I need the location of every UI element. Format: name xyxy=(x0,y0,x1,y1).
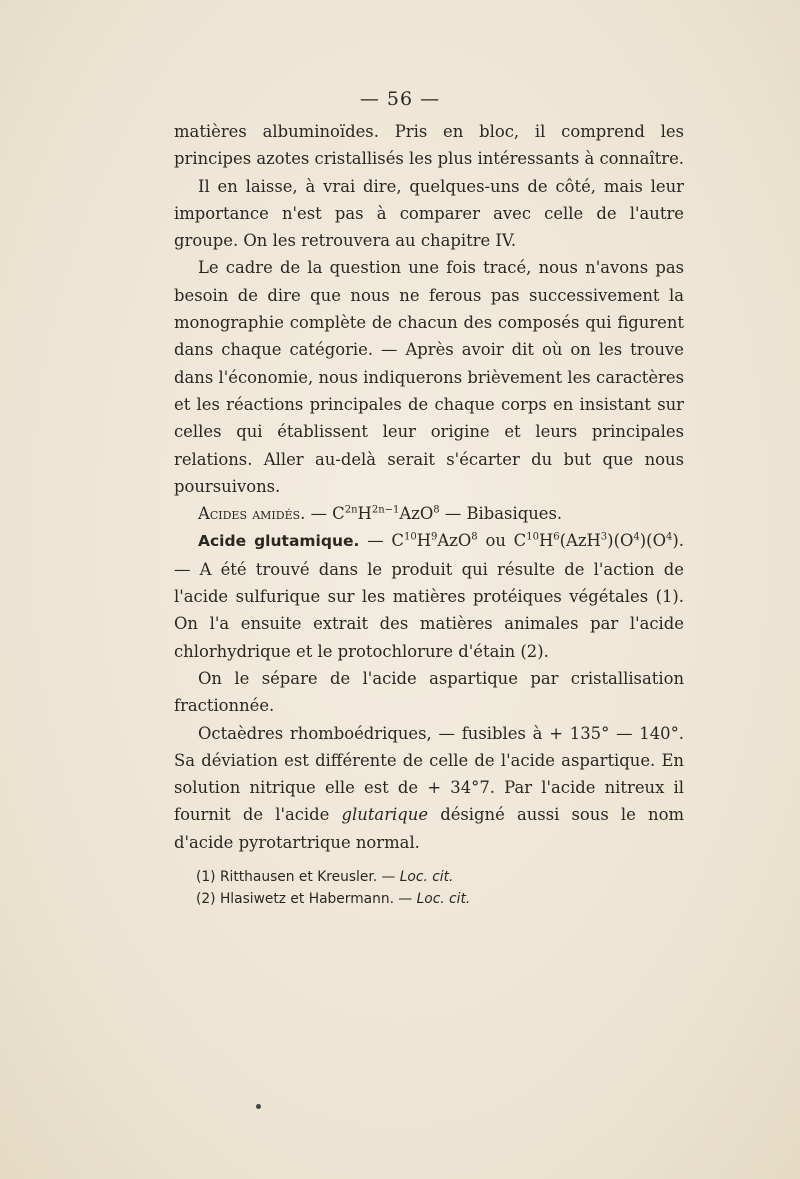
heading-label: Acides amidés. xyxy=(198,504,306,524)
acid-text: — A été trouvé dans le produit qui résulte de l'action de l'acide sulfurique sur les matières protéiques végétales (1). On l'a ensuite extrait des matières animales par l'acide chlorhydrique et le protochlorure d'étain (2). xyxy=(174,559,684,661)
paragraph: On le sépare de l'acide aspartique par cristallisation fractionnée. xyxy=(174,668,684,716)
paragraph: Le cadre de la question une fois tracé, nous n'avons pas besoin de dire que nous ne ferous pas successivement la monographie complète de chacun des composés qui figurent dans chaque catégorie. — Après avoir dit où on les trouve dans l'économie, nous indiquerons brièvement les caractères et les réactions principales de chaque corps en insistant sur celles qui établissent leur origine et leurs principales relations. Aller au-delà serait s'écarter du but que nous poursuivons. xyxy=(174,258,684,496)
ink-dot xyxy=(256,1104,261,1109)
paragraph: matières albuminoïdes. Pris en bloc, il comprend les principes azotes cristallisés les plus intéressants à connaître. xyxy=(174,122,684,169)
italic-term: glutarique xyxy=(341,805,429,825)
page-number: — 56 — xyxy=(359,88,441,110)
paragraph xyxy=(174,720,684,856)
paragraph: Il en laisse, à vrai dire, quelques-uns de côté, mais leur importance n'est pas à comparer avec celle de l'autre groupe. On les retrouvera au chapitre IV. xyxy=(174,176,684,251)
heading-rest: — Bibasiques. xyxy=(444,504,563,524)
text-span: désigné aussi sous le nom d'acide pyrotartrique normal. xyxy=(174,805,684,852)
acid-formula: — $C^{10}H^9AzO^8$ ou $C^{10}H^6(AzH^3)(O^4)(O^4)$. xyxy=(367,531,684,551)
heading-formula: — $C^{2n}H^{2n-1}AzO^8$ xyxy=(310,504,440,524)
body-text xyxy=(174,118,684,856)
footnote: (1) Ritthausen et Kreusler. — Loc. cit. xyxy=(196,869,454,885)
section-heading xyxy=(174,500,684,527)
footnote: (2) Hlasiwetz et Habermann. — Loc. cit. xyxy=(196,891,471,907)
acid-paragraph xyxy=(174,527,684,664)
acid-name: Acide glutamique. xyxy=(198,532,360,551)
footnotes xyxy=(196,866,656,910)
text-span: Octaèdres rhomboédriques, — fusibles à + 135° — 140°. Sa déviation est différente de celle de l'acide aspartique. En solution nitrique elle est de + 34°7. Par l'acide nitreux il fournit de l'acide xyxy=(174,723,684,825)
